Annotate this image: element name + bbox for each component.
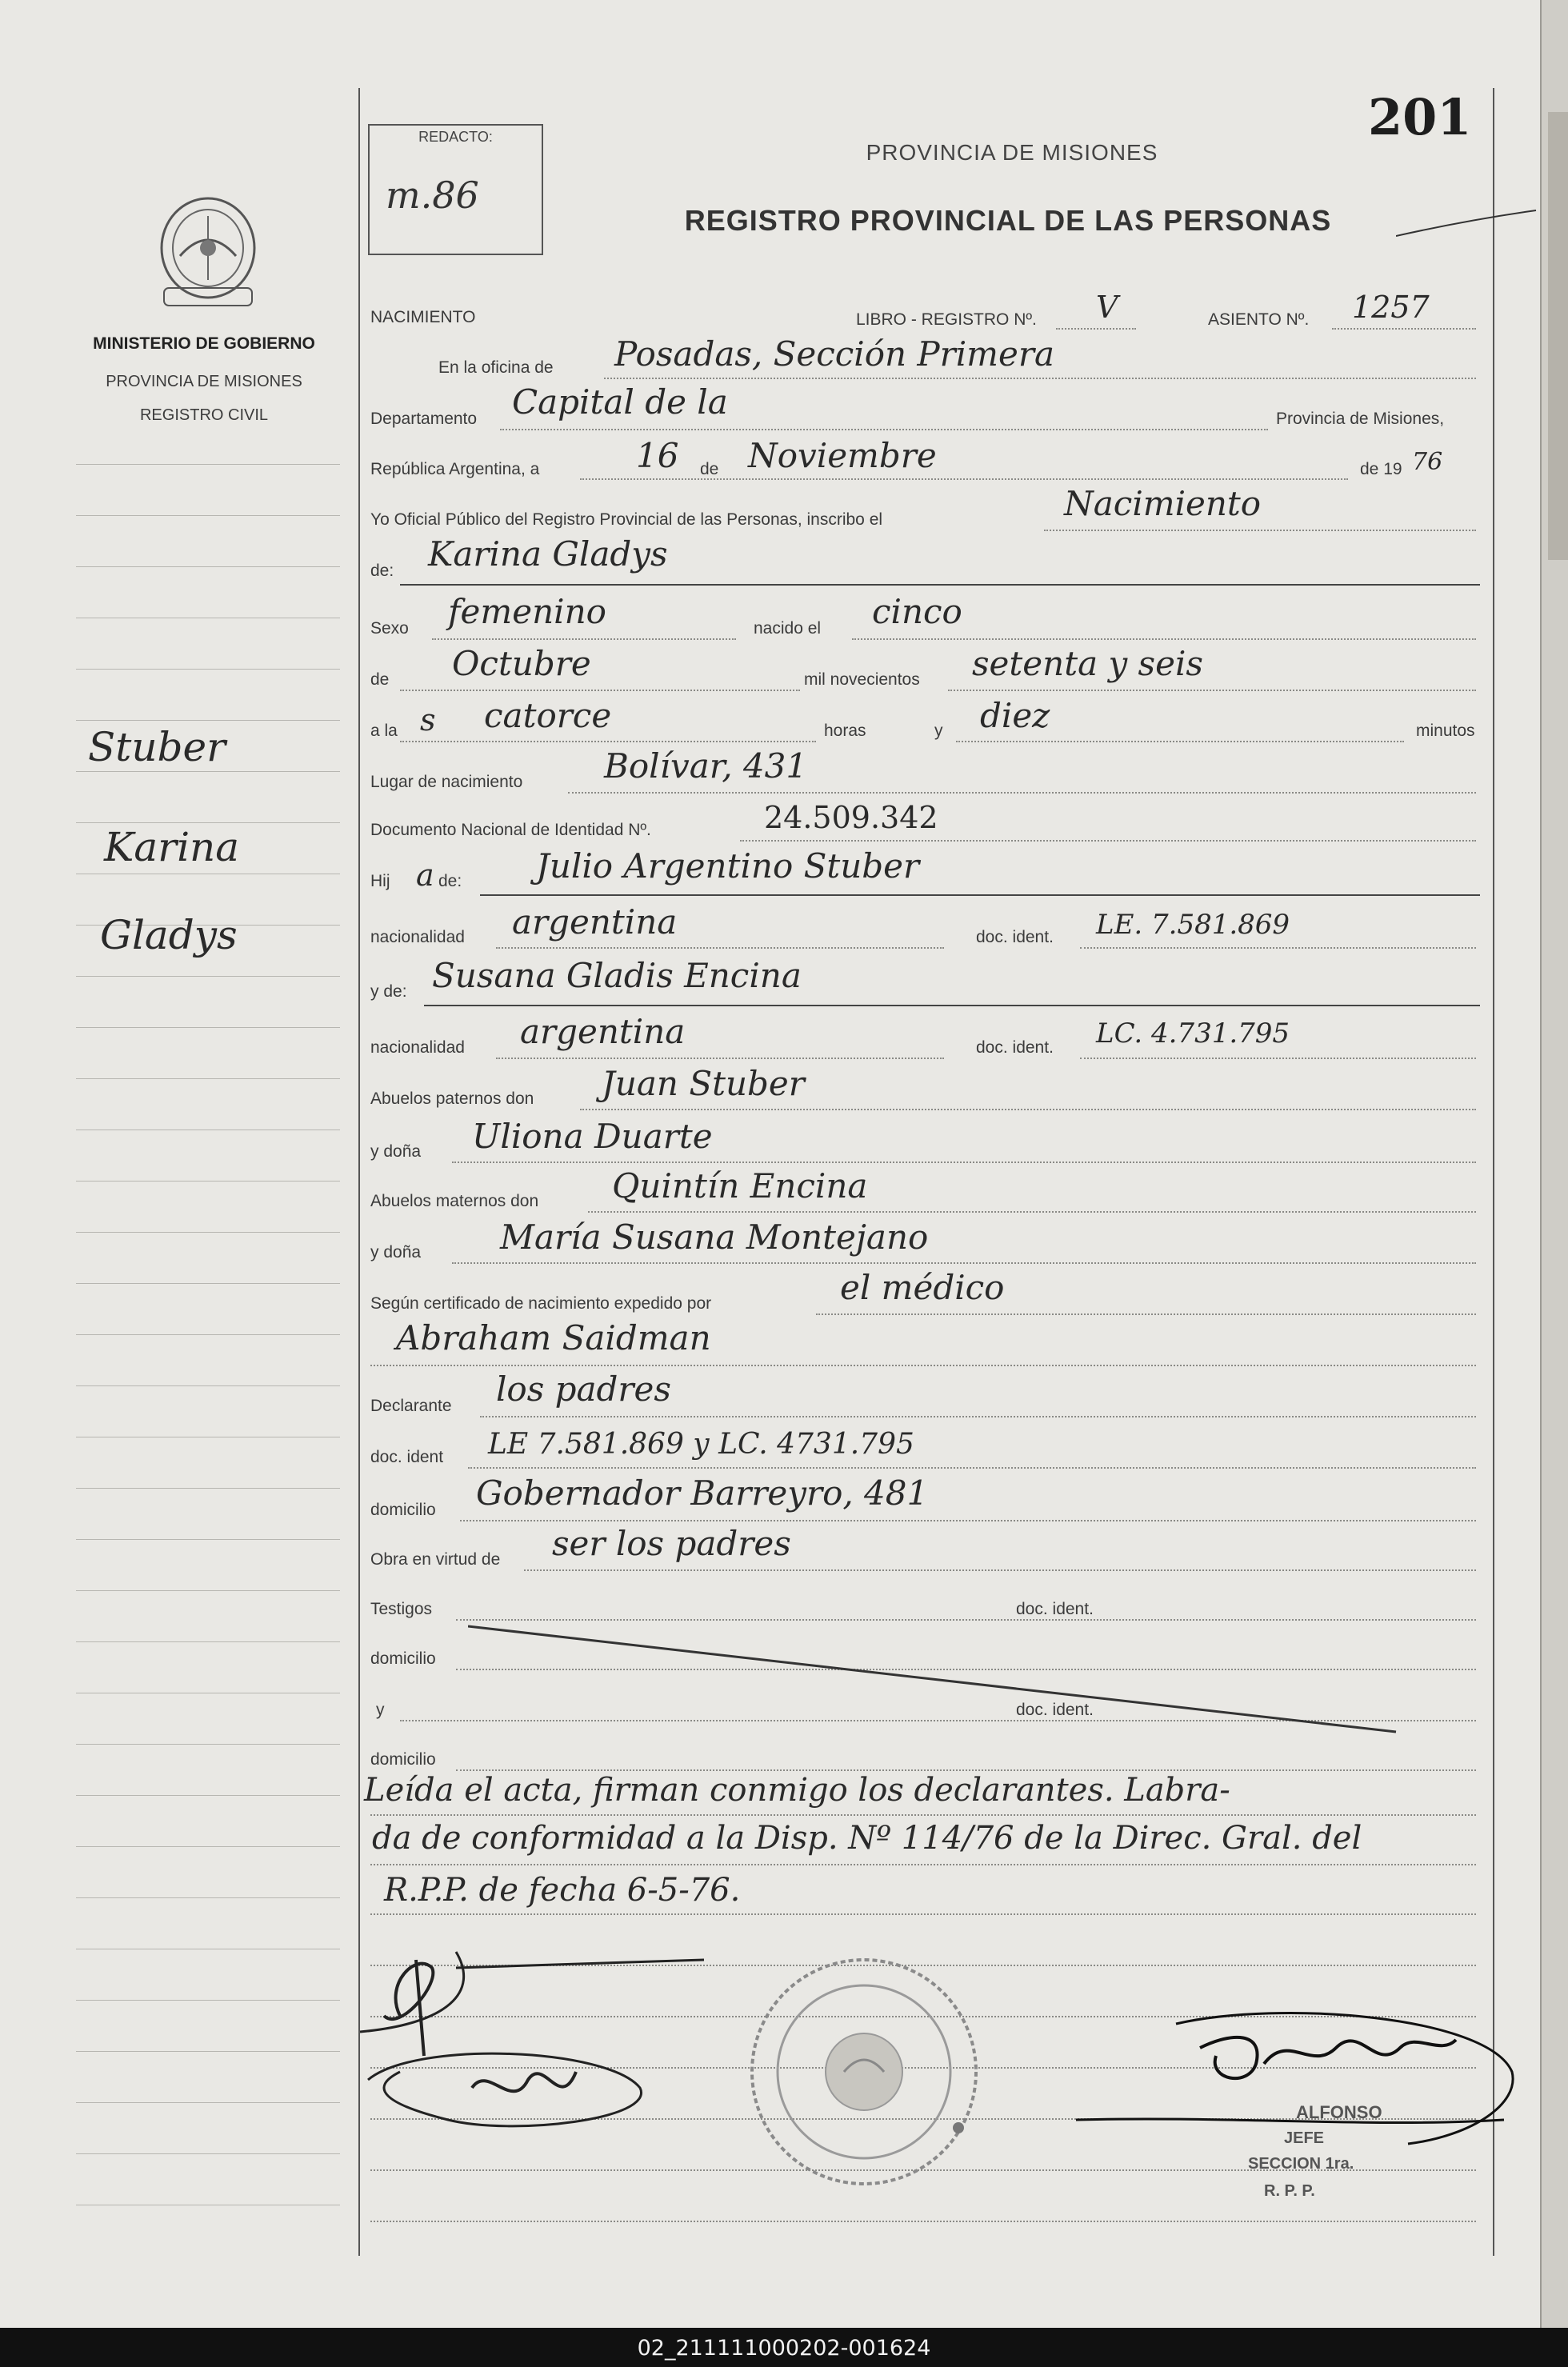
dotted-line bbox=[456, 1769, 1476, 1771]
doc-declarante-value: LE 7.581.869 y LC. 4731.795 bbox=[488, 1428, 914, 1461]
margin-rule-line bbox=[76, 1590, 340, 1591]
doc-ident-testigo-label: doc. ident. bbox=[1016, 1600, 1094, 1618]
margin-rule-line bbox=[76, 1539, 340, 1540]
dotted-line bbox=[740, 840, 1476, 842]
dotted-line bbox=[468, 1467, 1476, 1469]
nacido-label: nacido el bbox=[754, 619, 822, 638]
nacionalidad-padre-value: argentina bbox=[512, 902, 678, 942]
yo-oficial-value: Nacimiento bbox=[1064, 484, 1262, 523]
doc-ident-testigo2-label: doc. ident. bbox=[1016, 1701, 1094, 1719]
dotted-line bbox=[524, 1569, 1476, 1571]
abuela-materna-value: María Susana Montejano bbox=[500, 1217, 929, 1257]
testigos-label: Testigos bbox=[370, 1600, 433, 1618]
margin-rule-line bbox=[76, 1846, 340, 1847]
sexo-value: femenino bbox=[448, 592, 606, 631]
provincia-label: Provincia de Misiones, bbox=[1276, 410, 1445, 428]
dotted-line bbox=[852, 638, 1476, 640]
official-stamp-title: JEFE bbox=[1284, 2129, 1325, 2147]
official-stamp-name: ALFONSO bbox=[1296, 2102, 1382, 2122]
nacionalidad-madre-value: argentina bbox=[520, 1012, 686, 1051]
hij-label: Hij bbox=[370, 872, 390, 890]
certificado-label: Según certificado de nacimiento expedido por bbox=[370, 1294, 712, 1313]
dotted-line bbox=[370, 1365, 1476, 1366]
dotted-line bbox=[500, 429, 1268, 430]
document-id: 02_211111000202-001624 bbox=[637, 2336, 931, 2361]
margin-rule-line bbox=[76, 1488, 340, 1489]
margin-rule-line bbox=[76, 1744, 340, 1745]
margin-rule-line bbox=[76, 669, 340, 670]
official-stamp-section: SECCION 1ra. bbox=[1248, 2155, 1354, 2173]
margin-rule-line bbox=[76, 1232, 340, 1233]
province-heading: PROVINCIA DE MISIONES bbox=[866, 140, 1158, 165]
margin-rule-line bbox=[76, 1641, 340, 1642]
registry-round-stamp bbox=[744, 1952, 984, 2196]
anio-label: de 19 bbox=[1360, 460, 1402, 478]
libro-value: V bbox=[1096, 290, 1118, 325]
registry-title: REGISTRO PROVINCIAL DE LAS PERSONAS bbox=[684, 204, 1332, 237]
mil-novecientos-label: mil novecientos bbox=[804, 670, 920, 689]
margin-rule-line bbox=[76, 720, 340, 721]
horas-label: horas bbox=[824, 722, 866, 740]
abuelo-materno-value: Quintín Encina bbox=[612, 1166, 868, 1205]
declarante-label: Declarante bbox=[370, 1397, 452, 1415]
dotted-line bbox=[400, 690, 800, 691]
dotted-line bbox=[496, 1058, 944, 1059]
dotted-line bbox=[452, 1262, 1476, 1264]
margin-rule-line bbox=[76, 566, 340, 567]
margin-rule-line bbox=[76, 2153, 340, 2154]
domicilio-declarante-label: domicilio bbox=[370, 1501, 436, 1519]
solid-line bbox=[480, 894, 1480, 896]
margin-rule-line bbox=[76, 1897, 340, 1898]
a-la-label: a la bbox=[370, 722, 398, 740]
doc-madre-value: LC. 4.731.795 bbox=[1096, 1018, 1290, 1050]
doc-ident-declarante-label: doc. ident bbox=[370, 1448, 444, 1466]
margin-first-name: Karina bbox=[104, 824, 240, 870]
margin-rule-line bbox=[76, 2102, 340, 2103]
domicilio-testigo2-label: domicilio bbox=[370, 1750, 436, 1769]
anio-nacimiento-value: setenta y seis bbox=[972, 644, 1203, 683]
medico-nombre: Abraham Saidman bbox=[396, 1318, 711, 1357]
libro-label: LIBRO - REGISTRO Nº. bbox=[856, 310, 1037, 329]
dotted-line bbox=[400, 741, 816, 742]
dotted-line bbox=[480, 1416, 1476, 1417]
asiento-value: 1257 bbox=[1352, 290, 1430, 325]
dotted-line bbox=[568, 792, 1476, 794]
minutos-value: diez bbox=[980, 696, 1050, 735]
declarante-value: los padres bbox=[496, 1369, 671, 1409]
margin-border-line bbox=[358, 88, 360, 2256]
departamento-value: Capital de la bbox=[512, 382, 728, 422]
nota-line-1: Leída el acta, firman conmigo los declarantes. Labra- bbox=[364, 1772, 1230, 1809]
nacido-value: cinco bbox=[872, 592, 962, 631]
record-type-label: NACIMIENTO bbox=[370, 308, 476, 326]
cancel-strike-line bbox=[468, 1620, 1412, 1744]
nota-line-3: R.P.P. de fecha 6-5-76. bbox=[384, 1872, 741, 1909]
doc-ident-madre-label: doc. ident. bbox=[976, 1038, 1054, 1057]
dotted-line bbox=[588, 1211, 1476, 1213]
dotted-line bbox=[496, 947, 944, 949]
dotted-line bbox=[370, 1913, 1476, 1915]
margin-rule-line bbox=[76, 1078, 340, 1079]
dotted-line bbox=[956, 741, 1404, 742]
abuela-paterna-value: Uliona Duarte bbox=[472, 1117, 713, 1156]
registrant-name: Karina Gladys bbox=[428, 534, 668, 574]
solid-line bbox=[400, 584, 1480, 586]
domicilio-declarante-value: Gobernador Barreyro, 481 bbox=[476, 1473, 929, 1513]
page-number: 201 bbox=[1368, 88, 1472, 146]
dotted-line bbox=[432, 638, 736, 640]
dotted-line bbox=[1044, 530, 1476, 531]
header-flourish bbox=[1396, 204, 1540, 256]
republica-label: República Argentina, a bbox=[370, 460, 540, 478]
dni-value: 24.509.342 bbox=[764, 800, 938, 835]
binder-tab bbox=[1548, 112, 1568, 560]
dotted-line bbox=[370, 2221, 1476, 2222]
margin-rule-line bbox=[76, 1795, 340, 1796]
dotted-line bbox=[1332, 328, 1476, 330]
de-mes-label: de bbox=[370, 670, 390, 689]
margin-rule-line bbox=[76, 464, 340, 465]
dotted-line bbox=[452, 1162, 1476, 1163]
redacto-label: REDACTO: bbox=[418, 129, 493, 145]
lugar-value: Bolívar, 431 bbox=[604, 746, 808, 786]
redacto-box bbox=[368, 124, 543, 255]
doc-padre-value: LE. 7.581.869 bbox=[1096, 909, 1290, 941]
oficina-value: Posadas, Sección Primera bbox=[614, 334, 1054, 374]
dotted-line bbox=[460, 1520, 1476, 1521]
nota-line-2: da de conformidad a la Disp. Nº 114/76 de la Direc. Gral. del bbox=[372, 1820, 1362, 1857]
y-testigo-label: y bbox=[376, 1701, 385, 1719]
margin-surname: Stuber bbox=[88, 724, 226, 770]
dotted-line bbox=[580, 478, 1348, 480]
margin-rule-line bbox=[76, 515, 340, 516]
ministry-registro-civil: REGISTRO CIVIL bbox=[139, 406, 269, 424]
dotted-line bbox=[370, 1814, 1476, 1816]
padre-nombre: Julio Argentino Stuber bbox=[536, 846, 920, 886]
domicilio-testigo-label: domicilio bbox=[370, 1649, 436, 1668]
margin-rule-line bbox=[76, 1283, 340, 1284]
declarant-signatures bbox=[352, 1936, 728, 2164]
margin-rule-line bbox=[76, 822, 340, 823]
y-dona-materna-label: y doña bbox=[370, 1243, 422, 1261]
footer-bar bbox=[0, 2328, 1568, 2367]
ministry-province: PROVINCIA DE MISIONES bbox=[106, 373, 302, 390]
obra-value: ser los padres bbox=[552, 1524, 791, 1563]
asiento-label: ASIENTO Nº. bbox=[1208, 310, 1310, 329]
obra-label: Obra en virtud de bbox=[370, 1550, 501, 1569]
dotted-line bbox=[816, 1313, 1476, 1315]
solid-line bbox=[424, 1005, 1480, 1006]
margin-rule-line bbox=[76, 1027, 340, 1028]
mes-nacimiento-value: Octubre bbox=[452, 644, 591, 683]
de-colon-label: de: bbox=[370, 562, 394, 580]
certificado-value: el médico bbox=[840, 1268, 1005, 1307]
y-de-label: y de: bbox=[370, 982, 407, 1001]
dotted-line bbox=[370, 1864, 1476, 1865]
dotted-line bbox=[580, 1109, 1476, 1110]
margin-rule-line bbox=[76, 2000, 340, 2001]
madre-nombre: Susana Gladis Encina bbox=[432, 956, 802, 995]
ministry-name: MINISTERIO DE GOBIERNO bbox=[93, 334, 315, 353]
minutos-label: minutos bbox=[1416, 722, 1475, 740]
sexo-label: Sexo bbox=[370, 619, 409, 638]
de-label: de bbox=[700, 460, 719, 478]
dotted-line bbox=[1056, 328, 1136, 330]
departamento-label: Departamento bbox=[370, 410, 478, 428]
abuelo-paterno-value: Juan Stuber bbox=[602, 1064, 805, 1103]
yo-oficial-label: Yo Oficial Público del Registro Provincial de las Personas, inscribo el bbox=[370, 510, 883, 529]
margin-rule-line bbox=[76, 1181, 340, 1182]
dni-label: Documento Nacional de Identidad Nº. bbox=[370, 821, 651, 839]
dotted-line bbox=[948, 690, 1476, 691]
margin-rule-line bbox=[76, 1385, 340, 1386]
margin-rule-line bbox=[76, 2051, 340, 2052]
redacto-value: m.86 bbox=[386, 174, 479, 217]
anio-value: 76 bbox=[1412, 448, 1443, 476]
margin-rule-line bbox=[76, 1334, 340, 1335]
hija-de-label: de: bbox=[438, 872, 462, 890]
y-label: y bbox=[934, 722, 943, 740]
margin-rule-line bbox=[76, 976, 340, 977]
abuelos-paternos-label: Abuelos paternos don bbox=[370, 1090, 534, 1108]
nacionalidad-madre-label: nacionalidad bbox=[370, 1038, 465, 1057]
coat-of-arms-icon bbox=[148, 192, 268, 320]
margin-second-name: Gladys bbox=[100, 912, 238, 958]
abuelos-maternos-label: Abuelos maternos don bbox=[370, 1192, 539, 1210]
lugar-label: Lugar de nacimiento bbox=[370, 773, 523, 791]
margin-rule-line bbox=[76, 771, 340, 772]
nacionalidad-padre-label: nacionalidad bbox=[370, 928, 465, 946]
horas-value: catorce bbox=[484, 696, 612, 735]
oficina-label: En la oficina de bbox=[438, 358, 554, 377]
mes-value: Noviembre bbox=[748, 436, 937, 475]
dotted-line bbox=[1080, 947, 1476, 949]
y-dona-paterna-label: y doña bbox=[370, 1142, 422, 1161]
right-border-line bbox=[1493, 88, 1494, 2256]
dia-value: 16 bbox=[636, 436, 679, 475]
doc-ident-padre-label: doc. ident. bbox=[976, 928, 1054, 946]
official-stamp-rpp: R. P. P. bbox=[1264, 2182, 1315, 2200]
hija-suffix: a bbox=[416, 858, 434, 893]
a-las-suffix: s bbox=[420, 702, 436, 738]
dotted-line bbox=[1080, 1058, 1476, 1059]
dotted-line bbox=[604, 378, 1476, 379]
